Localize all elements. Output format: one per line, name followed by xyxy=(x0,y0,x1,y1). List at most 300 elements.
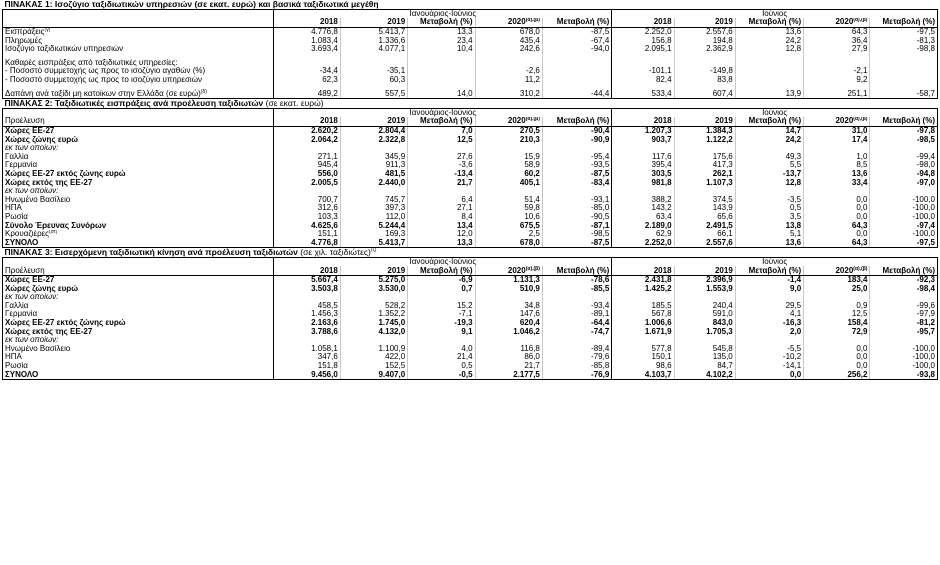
table-cell: 9,1 xyxy=(408,327,475,336)
table-cell: 256,2 xyxy=(804,370,870,379)
table-cell: 33,4 xyxy=(804,178,870,187)
column-header xyxy=(612,18,674,27)
table-cell: -85,0 xyxy=(542,204,611,213)
blank-cell xyxy=(3,257,274,266)
column-header-label: 2020 xyxy=(507,117,526,126)
column-header xyxy=(612,117,674,126)
row-label xyxy=(3,153,274,162)
row-label-text: Χώρες ΕΕ-27 xyxy=(5,275,55,285)
table-cell: 1.336,6 xyxy=(340,36,407,45)
table-row xyxy=(3,27,938,36)
table-cell xyxy=(542,67,611,76)
table-cell: 533,4 xyxy=(612,89,674,98)
table-cell xyxy=(408,76,475,85)
table-cell: -99,4 xyxy=(870,153,938,162)
table-title-row xyxy=(3,248,938,258)
table-row xyxy=(3,275,938,284)
row-label xyxy=(3,327,274,336)
row-label-text: Ρωσία xyxy=(5,212,28,221)
table-cell: 2.189,0 xyxy=(612,221,674,230)
row-label-text: ΗΠΑ xyxy=(5,204,22,213)
column-header xyxy=(870,266,938,275)
table-cell: 2,0 xyxy=(735,327,803,336)
table-cell: 8,4 xyxy=(408,213,475,222)
column-header-label: Μεταβολή (%) xyxy=(420,266,473,275)
table-cell: 2.252,0 xyxy=(612,27,674,36)
table-cell xyxy=(475,336,542,345)
column-header xyxy=(340,117,407,126)
table-cell: 4,1 xyxy=(735,310,803,319)
row-label xyxy=(3,336,274,345)
table-row xyxy=(3,36,938,45)
row-label xyxy=(3,370,274,379)
table-cell: 388,2 xyxy=(612,195,674,204)
row-label-text: Δαπάνη ανά ταξίδι μη κατοίκων στην Ελλάδα (σε ευρώ) xyxy=(5,89,201,98)
row-label-text: Γερμανία xyxy=(5,310,38,319)
footnote-marker: (γ) xyxy=(44,27,51,34)
table-cell: 175,6 xyxy=(674,153,735,162)
column-header xyxy=(735,266,803,275)
table-cell: 2.163,6 xyxy=(274,319,340,328)
column-header-label: 2020 xyxy=(507,18,526,27)
table-cell: 1.058,1 xyxy=(274,345,340,354)
table-cell: 577,8 xyxy=(612,345,674,354)
row-label xyxy=(3,362,274,371)
table-cell: 0,5 xyxy=(735,204,803,213)
column-header xyxy=(274,266,340,275)
row-label-text: Χώρες εκτός της ΕΕ-27 xyxy=(5,327,93,336)
table-cell: 62,3 xyxy=(274,76,340,85)
row-label-text: Καθαρές εισπράξεις από ταξιδιωτικές υπηρεσίες: xyxy=(5,58,178,67)
table-cell xyxy=(475,59,542,68)
table-cell: -97,8 xyxy=(870,126,938,135)
table-cell: 557,5 xyxy=(340,89,407,98)
table-cell: -100,0 xyxy=(870,230,938,239)
table-cell: 4.102,2 xyxy=(674,370,735,379)
table-cell: 21,7 xyxy=(408,178,475,187)
column-header xyxy=(542,117,611,126)
table-cell: 911,3 xyxy=(340,161,407,170)
row-label xyxy=(3,238,274,247)
table-cell: 169,3 xyxy=(340,230,407,239)
table-title-unit: (σε εκατ. ευρώ) xyxy=(265,98,324,109)
table-cell: 2.177,5 xyxy=(475,370,542,379)
row-label-text: Χώρες ζώνης ευρώ xyxy=(5,135,78,144)
table-cell: 2.252,0 xyxy=(612,238,674,247)
footnote-marker: (α),(β) xyxy=(525,266,540,272)
table-row xyxy=(3,230,938,239)
table-cell: 545,8 xyxy=(674,345,735,354)
table-cell: 417,3 xyxy=(674,161,735,170)
table-cell: 1.553,9 xyxy=(674,284,735,293)
row-label xyxy=(3,67,274,76)
table-cell: 435,4 xyxy=(475,36,542,45)
table-cell xyxy=(870,76,938,85)
table-cell: -89,1 xyxy=(542,310,611,319)
table-cell: -89,4 xyxy=(542,345,611,354)
table-cell: 24,2 xyxy=(735,135,803,144)
table-cell: -100,0 xyxy=(870,213,938,222)
table-cell: 27,1 xyxy=(408,204,475,213)
table-cell: 2.005,5 xyxy=(274,178,340,187)
table-cell: -6,9 xyxy=(408,275,475,284)
table-cell: 251,1 xyxy=(804,89,870,98)
table-cell xyxy=(475,187,542,196)
table-cell: -74,7 xyxy=(542,327,611,336)
table-cell xyxy=(735,187,803,196)
table-cell xyxy=(542,59,611,68)
table-row xyxy=(3,221,938,230)
table-cell: 2.431,8 xyxy=(612,275,674,284)
column-header-label: 2019 xyxy=(387,18,406,27)
row-label xyxy=(3,293,274,302)
table-row xyxy=(3,144,938,153)
table-cell xyxy=(804,336,870,345)
table-cell: 2.491,5 xyxy=(674,221,735,230)
row-label-text: Κρουαζιέρες xyxy=(5,229,50,239)
column-header xyxy=(870,117,938,126)
table-cell: -13,7 xyxy=(735,170,803,179)
row-label-text: ΗΠΑ xyxy=(5,353,22,362)
column-header xyxy=(408,18,475,27)
table-cell: 700,7 xyxy=(274,195,340,204)
table-cell: 481,5 xyxy=(340,170,407,179)
table-cell: 86,0 xyxy=(475,353,542,362)
table-cell: 3.503,8 xyxy=(274,284,340,293)
column-header-label: 2018 xyxy=(320,266,338,275)
table-cell: 117,6 xyxy=(612,153,674,162)
table-cell: -97,9 xyxy=(870,310,938,319)
table-cell: 2.557,6 xyxy=(674,27,735,36)
table-cell: -90,5 xyxy=(542,213,611,222)
table-cell: -81,3 xyxy=(870,36,938,45)
table-cell: 1.006,6 xyxy=(612,319,674,328)
table-cell: 2.557,6 xyxy=(674,238,735,247)
table-row xyxy=(3,327,938,336)
row-label-text: Χώρες ζώνης ευρώ xyxy=(5,284,78,293)
table-cell xyxy=(674,144,735,153)
column-header xyxy=(542,18,611,27)
column-header-label: Μεταβολή (%) xyxy=(748,117,802,126)
table-cell: -76,9 xyxy=(542,370,611,379)
table-cell: 0,0 xyxy=(804,230,870,239)
table-cell: 620,4 xyxy=(475,319,542,328)
table-cell: -19,3 xyxy=(408,319,475,328)
table-cell: 13,6 xyxy=(735,238,803,247)
table-cell xyxy=(340,336,407,345)
table-cell: 62,9 xyxy=(612,230,674,239)
table-cell xyxy=(612,59,674,68)
table-cell: -85,5 xyxy=(542,284,611,293)
table-cell: 347,6 xyxy=(274,353,340,362)
table-cell: 903,7 xyxy=(612,135,674,144)
table-cell: 0,0 xyxy=(804,213,870,222)
table-cell: 24,2 xyxy=(735,36,803,45)
blank-cell xyxy=(3,108,274,117)
table-cell: 13,6 xyxy=(804,170,870,179)
table-cell: 5.275,0 xyxy=(340,275,407,284)
table-cell xyxy=(274,336,340,345)
table-cell: 12,5 xyxy=(804,310,870,319)
table-cell: 2.095,1 xyxy=(612,45,674,54)
table-cell xyxy=(612,293,674,302)
table-cell: 2.064,2 xyxy=(274,135,340,144)
table-cell: -98,5 xyxy=(542,230,611,239)
table-cell: 240,4 xyxy=(674,302,735,311)
table-cell: -3,5 xyxy=(735,195,803,204)
table-cell: 5,1 xyxy=(735,230,803,239)
table-row xyxy=(3,319,938,328)
table-cell: 59,8 xyxy=(475,204,542,213)
table-cell: -99,6 xyxy=(870,302,938,311)
table-cell: 13,3 xyxy=(408,27,475,36)
table-cell: 151,8 xyxy=(274,362,340,371)
row-label xyxy=(3,170,274,179)
table-cell: 194,8 xyxy=(674,36,735,45)
column-header-label: 2019 xyxy=(714,18,733,27)
table-cell: -100,0 xyxy=(870,204,938,213)
column-header xyxy=(340,18,407,27)
table-cell: -58,7 xyxy=(870,89,938,98)
column-header-label: Μεταβολή (%) xyxy=(420,18,473,27)
table-cell: 374,5 xyxy=(674,195,735,204)
table-cell: 12,8 xyxy=(735,45,803,54)
footnote-marker: (α),(β) xyxy=(525,18,540,24)
table-row xyxy=(3,195,938,204)
table-cell: 0,0 xyxy=(804,345,870,354)
table-cell: 210,3 xyxy=(475,135,542,144)
table-cell: -97,5 xyxy=(870,27,938,36)
row-label-text: Πληρωμές xyxy=(5,36,43,45)
period-header-jan-jun: Ιανουάριος-Ιούνιος xyxy=(274,108,612,117)
table-cell: -90,4 xyxy=(542,126,611,135)
column-header-row xyxy=(3,18,938,27)
row-label xyxy=(3,144,274,153)
column-header xyxy=(475,117,542,126)
table-cell: -93,5 xyxy=(542,161,611,170)
table-cell xyxy=(340,293,407,302)
table-cell: -64,4 xyxy=(542,319,611,328)
table-cell: 0,9 xyxy=(804,302,870,311)
table-row xyxy=(3,67,938,76)
table-cell: -94,0 xyxy=(542,45,611,54)
table-cell xyxy=(804,59,870,68)
table-cell: -87,5 xyxy=(542,238,611,247)
table-cell xyxy=(340,187,407,196)
table-cell: 4.103,7 xyxy=(612,370,674,379)
table-cell: 27,6 xyxy=(408,153,475,162)
table-title xyxy=(3,0,938,9)
table-cell: 64,3 xyxy=(804,238,870,247)
table-cell: 112,0 xyxy=(340,213,407,222)
table-cell: 1.131,3 xyxy=(475,275,542,284)
table-cell: 458,5 xyxy=(274,302,340,311)
table-cell: 1.705,3 xyxy=(674,327,735,336)
column-header-label: 2019 xyxy=(714,117,733,126)
table-cell: 9,0 xyxy=(735,284,803,293)
period-header-june: Ιούνιος xyxy=(612,108,938,117)
row-label xyxy=(3,319,274,328)
row-label-text: εκ των οποίων: xyxy=(5,335,59,345)
table-cell: 15,2 xyxy=(408,302,475,311)
table-cell: 13,6 xyxy=(735,27,803,36)
column-header xyxy=(274,117,340,126)
table-cell: 981,8 xyxy=(612,178,674,187)
table-cell: 12,8 xyxy=(735,178,803,187)
row-label xyxy=(3,178,274,187)
table-cell xyxy=(735,144,803,153)
table-cell xyxy=(804,187,870,196)
table-cell xyxy=(870,144,938,153)
row-label-text: Γαλλία xyxy=(5,152,29,161)
column-header xyxy=(735,117,803,126)
table-cell: -10,2 xyxy=(735,353,803,362)
table-cell xyxy=(274,293,340,302)
table-cell: -100,0 xyxy=(870,345,938,354)
table-cell: 152,5 xyxy=(340,362,407,371)
table-row xyxy=(3,76,938,85)
table-cell: 270,5 xyxy=(475,126,542,135)
table-cell: 147,6 xyxy=(475,310,542,319)
table-cell: 678,0 xyxy=(475,27,542,36)
row-label xyxy=(3,126,274,135)
period-header-row xyxy=(3,108,938,117)
table-cell: -95,7 xyxy=(870,327,938,336)
footnote-marker: (στ) xyxy=(49,229,58,236)
column-header-label: 2018 xyxy=(653,117,672,126)
row-label xyxy=(3,89,274,98)
table-cell: 13,3 xyxy=(408,238,475,247)
row-label xyxy=(3,76,274,85)
table-cell: 9.456,0 xyxy=(274,370,340,379)
table-cell: 116,8 xyxy=(475,345,542,354)
table-cell xyxy=(674,336,735,345)
row-label-text: Σύνολο Έρευνας Συνόρων xyxy=(5,221,107,230)
column-header xyxy=(804,266,870,275)
table-cell: 49,3 xyxy=(735,153,803,162)
footnote-marker: (α),(β) xyxy=(853,18,868,24)
table-cell: 51,4 xyxy=(475,195,542,204)
table-cell: 1.207,3 xyxy=(612,126,674,135)
table-cell xyxy=(870,293,938,302)
table-cell: 2.620,2 xyxy=(274,126,340,135)
table-title-text: ΠΙΝΑΚΑΣ 3: Εισερχόμενη ταξιδιωτική κίνηση ανά προέλευση ταξιδιωτών xyxy=(4,247,298,258)
table-cell: 9,2 xyxy=(804,76,870,85)
table-cell: 310,2 xyxy=(475,89,542,98)
row-label xyxy=(3,59,274,68)
table-cell: 83,8 xyxy=(674,76,735,85)
table-cell: 1,0 xyxy=(804,153,870,162)
table-cell: 0,5 xyxy=(408,362,475,371)
table-cell: 12,5 xyxy=(408,135,475,144)
table-cell: 0,0 xyxy=(804,362,870,371)
table-cell: 528,2 xyxy=(340,302,407,311)
table-cell xyxy=(735,336,803,345)
row-label-text: Ισοζύγιο ταξιδιωτικών υπηρεσιών xyxy=(5,44,124,54)
table-cell: 1.456,3 xyxy=(274,310,340,319)
table-cell: -93,4 xyxy=(542,302,611,311)
table-cell: 303,5 xyxy=(612,170,674,179)
table-cell xyxy=(674,293,735,302)
table-cell: -85,8 xyxy=(542,362,611,371)
column-header-label: Μεταβολή (%) xyxy=(882,117,935,126)
table-cell: 34,8 xyxy=(475,302,542,311)
row-label xyxy=(3,45,274,54)
row-label-text: Ηνωμένο Βασίλειο xyxy=(5,195,71,204)
table-cell: 556,0 xyxy=(274,170,340,179)
table-cell: -98,0 xyxy=(870,161,938,170)
table-cell: 65,6 xyxy=(674,213,735,222)
table-cell: 945,4 xyxy=(274,161,340,170)
table-cell xyxy=(475,293,542,302)
table-cell xyxy=(408,67,475,76)
period-header-jan-jun: Ιανουάριος-Ιούνιος xyxy=(274,9,612,18)
table-cell xyxy=(870,187,938,196)
table-cell: 489,2 xyxy=(274,89,340,98)
table-cell: 1.046,2 xyxy=(475,327,542,336)
period-header-june: Ιούνιος xyxy=(612,257,938,266)
table-cell: 0,0 xyxy=(804,353,870,362)
table-cell: 312,6 xyxy=(274,204,340,213)
table-row xyxy=(3,310,938,319)
column-header-label: Μεταβολή (%) xyxy=(748,266,802,275)
row-label-text: εκ των οποίων: xyxy=(5,143,59,153)
table-cell xyxy=(735,59,803,68)
column-header-label: Μεταβολή (%) xyxy=(748,18,802,27)
table-cell: -93,8 xyxy=(870,370,938,379)
footnote-marker: (ζ) xyxy=(370,247,377,254)
table-title xyxy=(3,98,938,108)
table-cell: 156,8 xyxy=(612,36,674,45)
column-header xyxy=(274,18,340,27)
table-cell: -90,9 xyxy=(542,135,611,144)
table-cell: -3,6 xyxy=(408,161,475,170)
column-header-label: 2018 xyxy=(653,18,672,27)
table-row xyxy=(3,135,938,144)
table-cell: 13,8 xyxy=(735,221,803,230)
table-cell: 11,2 xyxy=(475,76,542,85)
table-cell: -87,5 xyxy=(542,170,611,179)
row-label-text: Χώρες ΕΕ-27 εκτός ζώνης ευρώ xyxy=(5,318,126,328)
table-cell: 63,4 xyxy=(612,213,674,222)
row-label-text: - Ποσοστό συμμετοχής ως προς το ισοζύγιο υπηρεσιών xyxy=(5,75,202,85)
table-cell: 2.322,8 xyxy=(340,135,407,144)
column-header-label: 2018 xyxy=(653,266,672,275)
table-cell: 510,9 xyxy=(475,284,542,293)
table-cell: 678,0 xyxy=(475,238,542,247)
table-cell: -83,4 xyxy=(542,178,611,187)
row-label-text: Γερμανία xyxy=(5,161,38,170)
table-cell: -67,4 xyxy=(542,36,611,45)
table-cell xyxy=(735,293,803,302)
column-header-label: 2020 xyxy=(835,266,854,275)
table-cell xyxy=(804,293,870,302)
table-row xyxy=(3,204,938,213)
table-cell: 21,4 xyxy=(408,353,475,362)
row-label-text: Ηνωμένο Βασίλειο xyxy=(5,344,71,353)
table-cell xyxy=(735,76,803,85)
table-cell: 271,1 xyxy=(274,153,340,162)
table-cell: 66,1 xyxy=(674,230,735,239)
table-cell: 0,0 xyxy=(804,204,870,213)
table-title-row xyxy=(3,98,938,108)
table-cell xyxy=(674,59,735,68)
column-header xyxy=(674,266,735,275)
table-cell xyxy=(542,336,611,345)
table-cell: 72,9 xyxy=(804,327,870,336)
tables-body xyxy=(3,0,938,379)
table-row xyxy=(3,238,938,247)
